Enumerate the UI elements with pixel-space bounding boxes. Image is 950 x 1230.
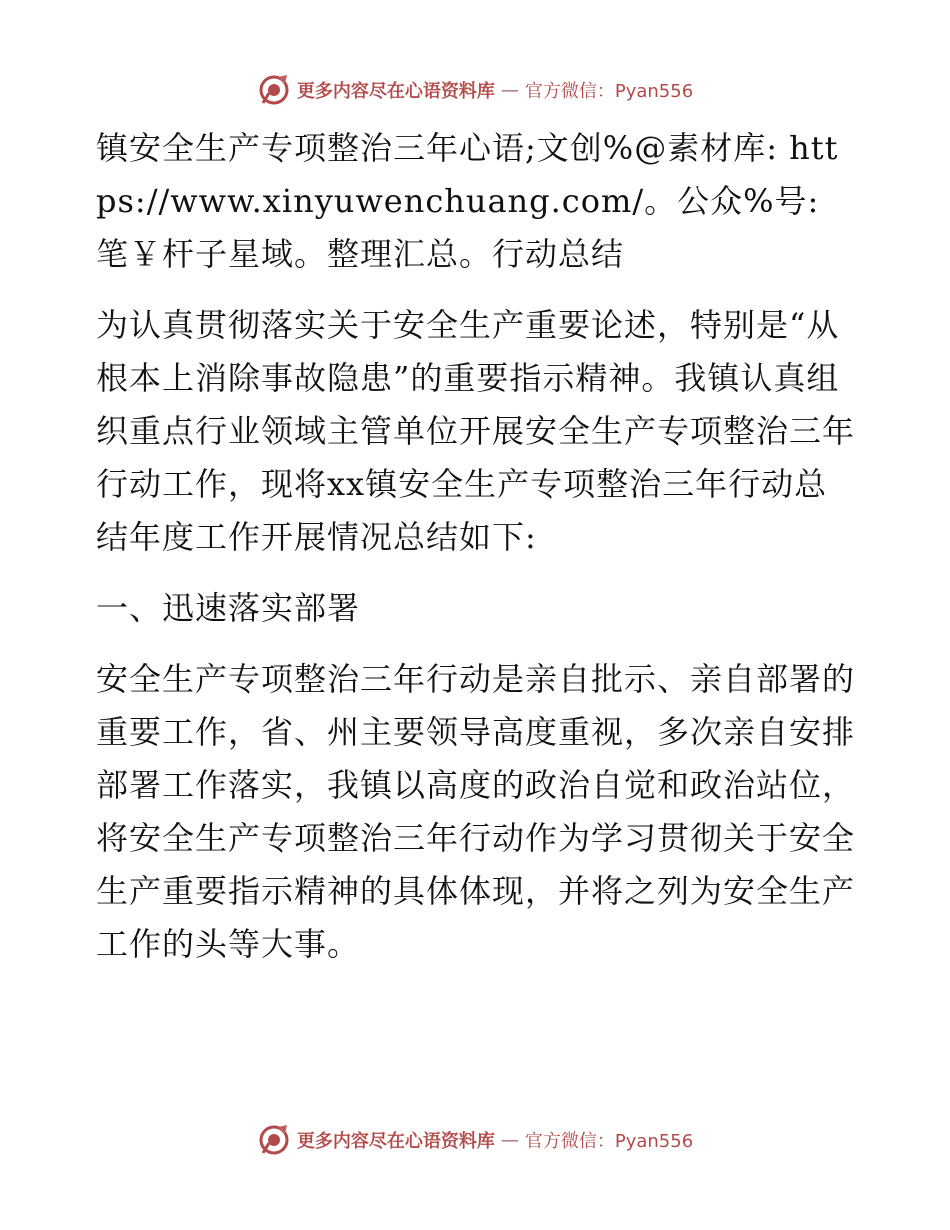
document-body [96,122,856,971]
body-paragraph-1: 为认真贯彻落实关于安全生产重要论述，特别是“从根本上消除事故隐患”的重要指示精神。我镇认真组织重点行业领域主管单位开展安全生产专项整治三年行动工作，现将xx镇安全生产专项整治三年行动总结年度工作开展情况总结如下: [96,306,856,556]
watermark-separator: — [500,1129,519,1151]
pen-nib-circle-icon [257,73,291,107]
watermark-site-name: 更多内容尽在心语资料库 [296,81,495,102]
body-paragraph-2: 安全生产专项整治三年行动是亲自批示、亲自部署的重要工作，省、州主要领导高度重视，多次亲自安排部署工作落实，我镇以高度的政治自觉和政治站位，将安全生产专项整治三年行动作为学习贯彻关于安全生产重要指示精神的具体体现，并将之列为安全生产工作的头等大事。 [96,660,856,963]
section-heading-1: 一、迅速落实部署 [96,589,361,627]
header-watermark-banner [0,70,950,110]
footer-watermark-banner [0,1120,950,1160]
watermark-wechat: 官方微信：Pyan556 [524,1131,694,1152]
watermark-separator: — [500,79,519,101]
intro-paragraph: 镇安全生产专项整治三年心语;文创%@素材库: https://www.xinyuwenchuang.com/。公众%号: 笔￥杆子星域。整理汇总。行动总结 [96,129,839,273]
watermark-wechat: 官方微信：Pyan556 [524,81,694,102]
watermark-site-name: 更多内容尽在心语资料库 [296,1131,495,1152]
pen-nib-circle-icon [257,1123,291,1157]
